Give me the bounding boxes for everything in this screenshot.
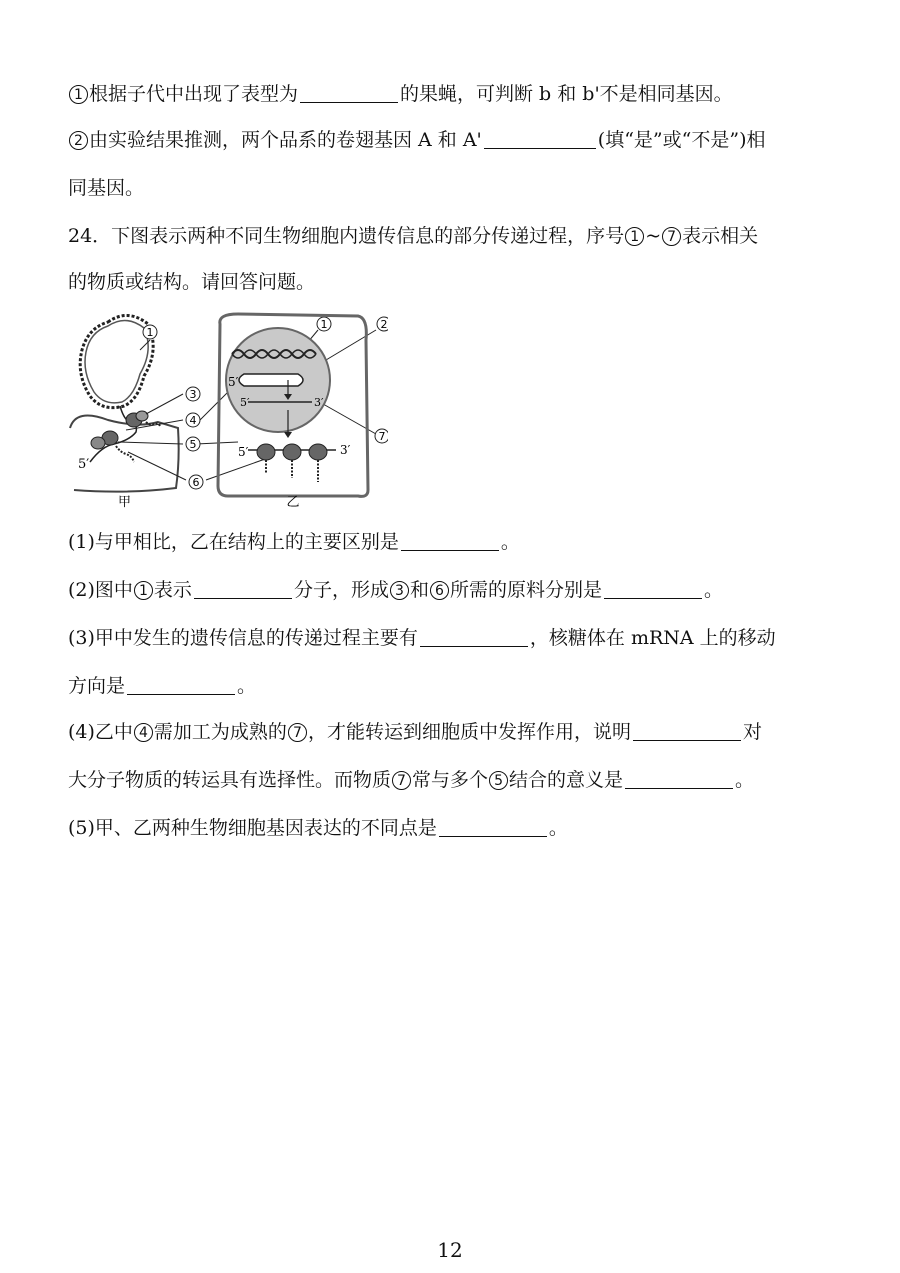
sentence: 结合的意义是 — [509, 769, 624, 791]
text-line — [68, 128, 765, 152]
callout-6: 6 — [192, 476, 200, 489]
circled-number-6: 6 — [430, 581, 449, 600]
circled-number-7: 7 — [662, 227, 681, 246]
callout-4: 4 — [189, 414, 197, 427]
sentence: 表示相关 — [682, 225, 759, 247]
label-3-prime: 3′ — [314, 396, 324, 409]
answer-blank[interactable] — [300, 84, 398, 103]
label-5-prime: 5′ — [78, 457, 90, 472]
answer-blank[interactable] — [194, 580, 292, 599]
label-yi: 乙 — [286, 495, 300, 510]
ribosome — [136, 411, 148, 421]
answer-blank[interactable] — [484, 130, 596, 149]
circled-number-1: 1 — [134, 581, 153, 600]
circled-number-2: 2 — [69, 131, 88, 150]
text-line — [68, 82, 733, 106]
sentence: 的物质或结构。请回答问题。 — [68, 271, 316, 293]
answer-blank[interactable] — [633, 722, 741, 741]
sentence: 分子，形成 — [293, 579, 389, 601]
answer-blank[interactable] — [625, 770, 733, 789]
tilde: ~ — [645, 225, 662, 247]
sentence: 同基因。 — [68, 177, 145, 199]
sentence: ，核糖体在 mRNA 上的移动 — [529, 627, 776, 649]
subquestion-5 — [68, 816, 568, 840]
sentence: 常与多个 — [412, 769, 489, 791]
callout-7: 7 — [378, 430, 386, 443]
ribosome — [91, 437, 105, 449]
sentence: 大分子物质的转运具有选择性。而物质 — [68, 769, 392, 791]
circled-number-1: 1 — [625, 227, 644, 246]
circular-dna — [80, 315, 153, 407]
sentence: 方向是 — [68, 675, 126, 697]
answer-blank[interactable] — [439, 818, 547, 837]
text-line — [68, 768, 754, 792]
figure-jia — [70, 315, 179, 510]
ribosome — [283, 444, 301, 460]
sentence: (2)图中 — [68, 579, 133, 601]
subquestion-2 — [68, 578, 723, 602]
sentence: 由实验结果推测，两个品系的卷翅基因 A 和 A' — [89, 129, 482, 151]
sentence: 根据子代中出现了表型为 — [89, 83, 299, 105]
callout-1: 1 — [146, 326, 154, 339]
sentence: 24．下图表示两种不同生物细胞内遗传信息的部分传递过程，序号 — [68, 225, 625, 247]
answer-blank[interactable] — [420, 628, 528, 647]
answer-blank[interactable] — [401, 532, 499, 551]
answer-blank[interactable] — [604, 580, 702, 599]
ribosome — [257, 444, 275, 460]
sentence: 的果蝇，可判断 b 和 b'不是相同基因。 — [400, 83, 733, 105]
text-line — [68, 270, 315, 294]
label-5-prime: 5′ — [228, 375, 239, 389]
circled-number-7: 7 — [288, 723, 307, 742]
answer-blank[interactable] — [127, 676, 235, 695]
label-5-prime: 5′ — [238, 445, 249, 459]
circled-number-3: 3 — [390, 581, 409, 600]
text-line — [68, 674, 256, 698]
sentence: ，才能转运到细胞质中发挥作用，说明 — [307, 721, 631, 743]
figure-yi — [218, 314, 368, 510]
sentence: 需加工为成熟的 — [153, 721, 287, 743]
circled-number-4: 4 — [134, 723, 153, 742]
label-3-prime: 3′ — [340, 443, 351, 457]
period: 。 — [735, 769, 755, 791]
sentence: 表示 — [153, 579, 192, 601]
circled-number-1: 1 — [69, 85, 88, 104]
sentence: (填“是”或“不是”)相 — [597, 129, 766, 151]
sentence: (1)与甲相比，乙在结构上的主要区别是 — [68, 531, 399, 553]
sentence: 所需的原料分别是 — [449, 579, 602, 601]
period: 。 — [237, 675, 257, 697]
page-number: 12 — [437, 1238, 463, 1262]
period: 。 — [548, 817, 568, 839]
text-line — [68, 176, 144, 200]
callout-1: 1 — [320, 318, 328, 331]
sentence: (4)乙中 — [68, 721, 133, 743]
period: 。 — [500, 531, 520, 553]
circled-number-7: 7 — [392, 771, 411, 790]
callout-5: 5 — [189, 438, 197, 451]
sentence: (3)甲中发生的遗传信息的传递过程主要有 — [68, 627, 418, 649]
subquestion-1 — [68, 530, 520, 554]
callout-3: 3 — [189, 388, 197, 401]
circled-number-5: 5 — [489, 771, 508, 790]
sentence: 和 — [409, 579, 429, 601]
subquestion-3 — [68, 626, 776, 650]
question-24-heading — [68, 224, 758, 248]
label-5-prime: 5′ — [240, 396, 250, 409]
period: 。 — [703, 579, 723, 601]
subquestion-4 — [68, 720, 762, 744]
ribosome — [309, 444, 327, 460]
circular-dna-strand — [85, 320, 148, 402]
sentence: 对 — [742, 721, 762, 743]
sentence: (5)甲、乙两种生物细胞基因表达的不同点是 — [68, 817, 437, 839]
gene-expression-figure — [68, 310, 388, 515]
transcription-bubble — [239, 374, 303, 386]
label-jia: 甲 — [118, 495, 132, 510]
callout-2: 2 — [380, 318, 388, 331]
